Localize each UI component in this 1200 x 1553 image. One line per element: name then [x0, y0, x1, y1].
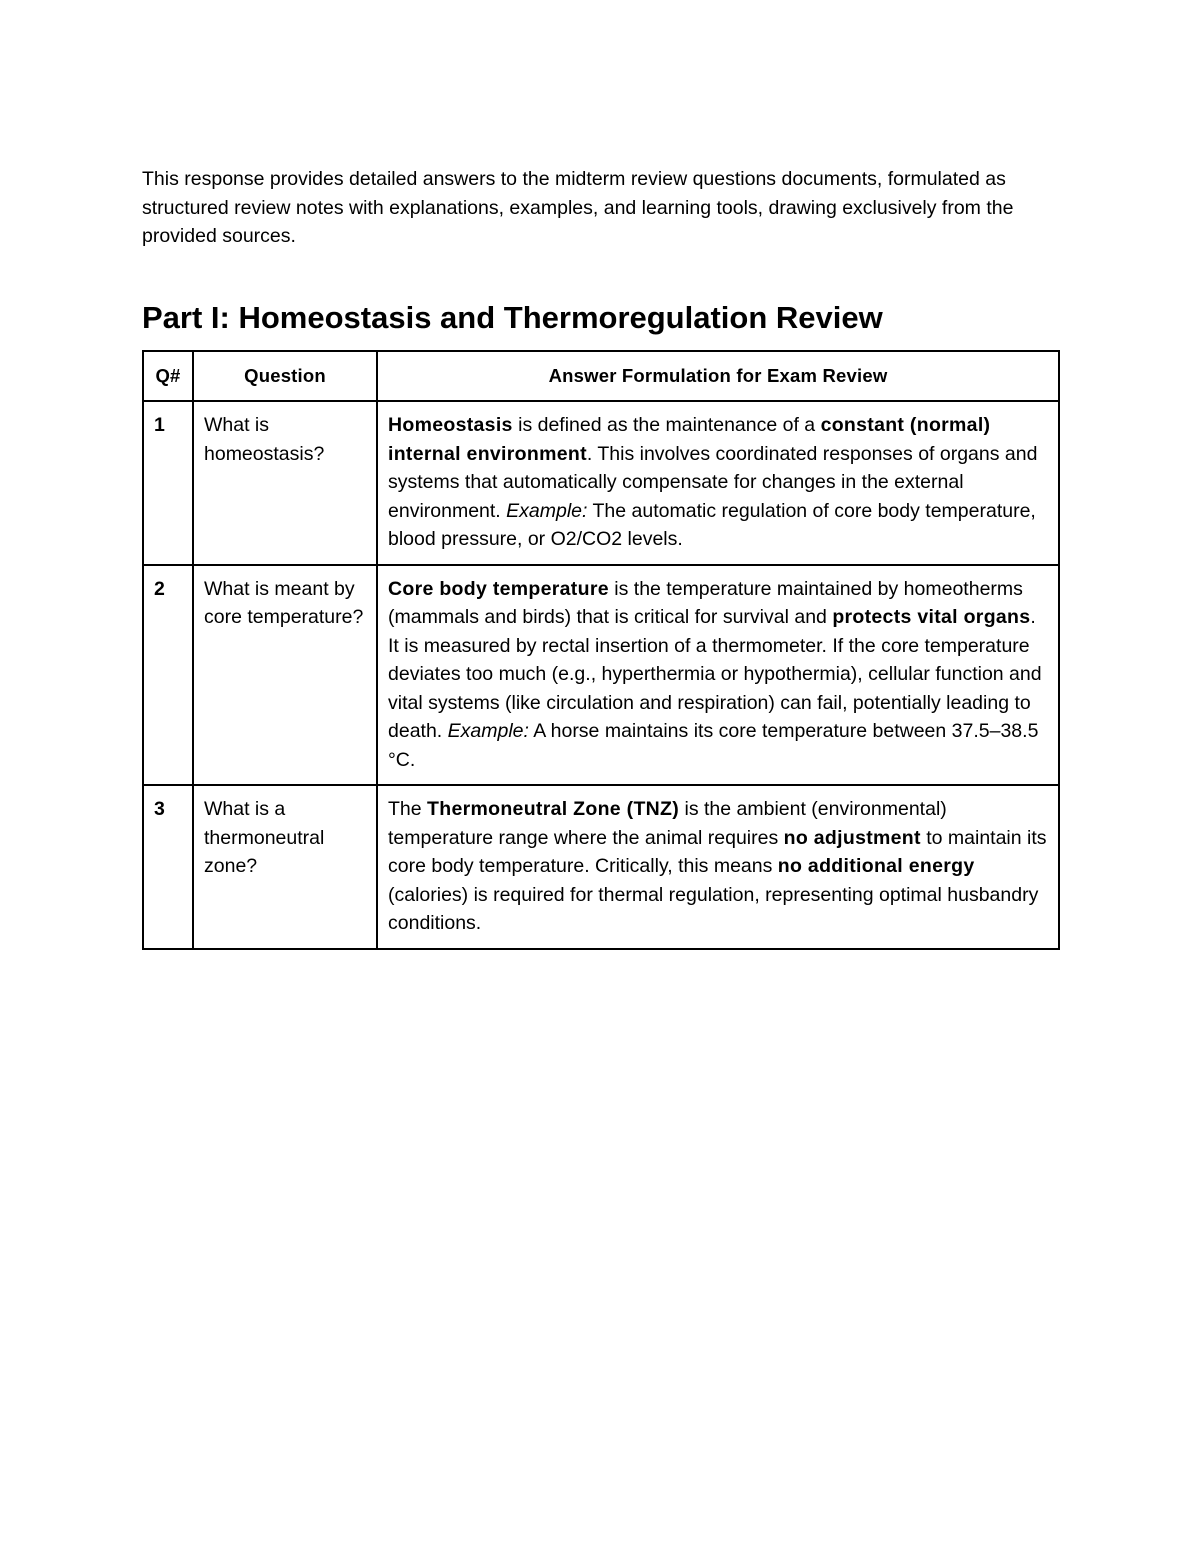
row-question: What is homeostasis?: [193, 401, 377, 565]
header-qnum: Q#: [143, 351, 193, 402]
row-answer: [377, 785, 1059, 949]
row-answer: [377, 401, 1059, 565]
row-number: 2: [143, 565, 193, 786]
answer-text: The: [388, 798, 428, 820]
table-row: [143, 785, 1059, 949]
row-number: 1: [143, 401, 193, 565]
bold-term: no additional energy: [777, 855, 975, 877]
answer-text: to maintain its core body temperature. Critically, this means: [388, 826, 1047, 877]
bold-term: constant (normal) internal environment: [388, 414, 991, 465]
table-row: [143, 565, 1059, 786]
bold-term: protects vital organs: [832, 606, 1031, 628]
table-row: [143, 401, 1059, 565]
row-number: 3: [143, 785, 193, 949]
answer-text: is the temperature maintained by homeotherms (mammals and birds) that is critical for survival and: [388, 577, 1023, 628]
answer-text: The automatic regulation of core body temperature, blood pressure, or O2/CO2 levels.: [388, 499, 1036, 550]
header-answer: Answer Formulation for Exam Review: [377, 351, 1059, 402]
row-question: What is a thermoneutral zone?: [193, 785, 377, 949]
intro-paragraph: This response provides detailed answers to the midterm review questions documents, formulated as structured review notes with explanations, examples, and learning tools, drawing exclusively from the provided sources.: [142, 168, 1014, 247]
row-answer: [377, 565, 1059, 786]
italic-label: Example:: [447, 720, 529, 742]
answer-text: (calories) is required for thermal regulation, representing optimal husbandry conditions.: [388, 883, 1039, 934]
bold-term: Homeostasis: [388, 414, 513, 436]
answer-text: A horse maintains its core temperature between 37.5–38.5 °C.: [388, 720, 1039, 771]
header-question: Question: [193, 351, 377, 402]
answer-text: is defined as the maintenance of a: [512, 414, 821, 436]
section-title: Part I: Homeostasis and Thermoregulation Review: [142, 299, 883, 335]
document-page: [142, 165, 1058, 950]
answer-text: . This involves coordinated responses of organs and systems that automatically compensate for changes in the external environment.: [388, 442, 1038, 522]
answer-text: is the ambient (environmental) temperature range where the animal requires: [388, 798, 947, 849]
bold-term: Core body temperature: [388, 577, 609, 600]
answer-text: . It is measured by rectal insertion of a thermometer. If the core temperature deviates too much (e.g., hyperthermia or hypothermia), cellular function and vital systems (like circulation and respiration) can fail, potentially leading to death.: [388, 606, 1042, 742]
review-table: [142, 350, 1060, 950]
table-header-row: [143, 351, 1059, 402]
bold-term: no adjustment: [783, 826, 921, 849]
bold-term: Thermoneutral Zone (TNZ): [427, 798, 680, 820]
row-question: What is meant by core temperature?: [193, 565, 377, 786]
italic-label: Example:: [506, 499, 588, 522]
